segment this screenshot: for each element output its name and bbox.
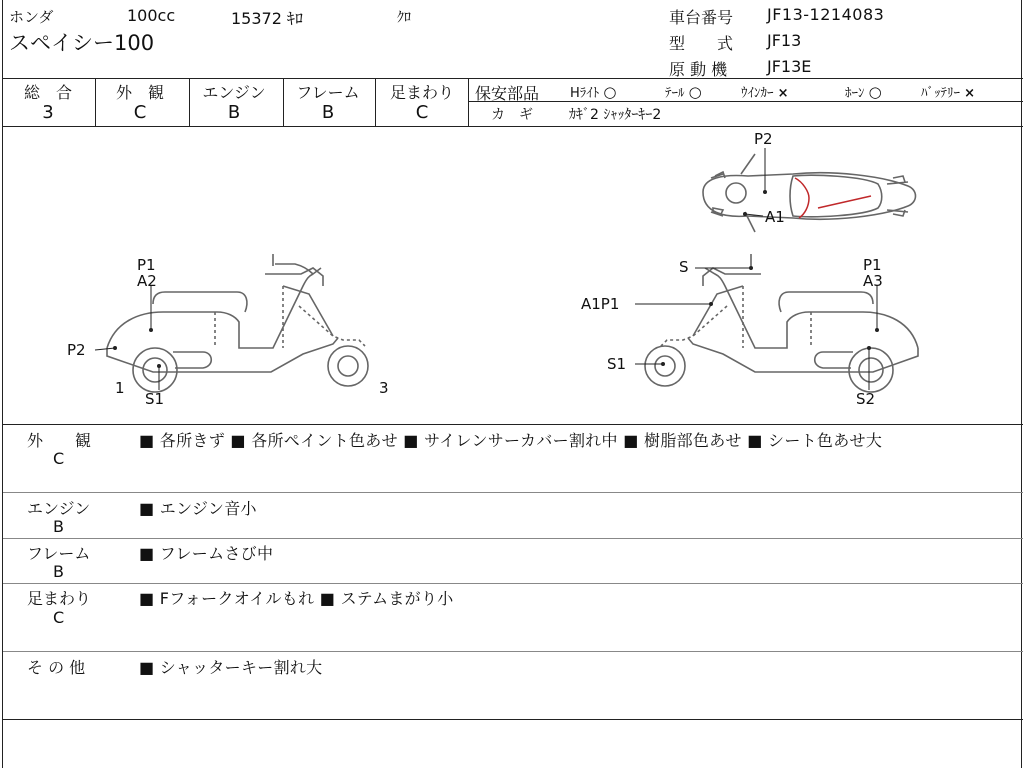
- divider: [3, 492, 1023, 493]
- remark-text: ■ Fフォークオイルもれ ■ ステムまがり小: [139, 589, 454, 608]
- label-top-p2: P2: [754, 130, 773, 148]
- remark-text: ■ 各所きず ■ 各所ペイント色あせ ■ サイレンサーカバー割れ中 ■ 樹脂部色あせ ■ シート色あせ大: [139, 431, 883, 450]
- remark-text: ■ エンジン音小: [139, 499, 257, 518]
- score-header-suspension: 足まわり: [389, 83, 454, 102]
- inspection-sheet: [2, 0, 1022, 768]
- score-header-frame: フレーム: [296, 83, 360, 102]
- remark-category: エンジン: [27, 499, 91, 518]
- remark-grade: C: [53, 449, 65, 468]
- divider: [375, 78, 376, 126]
- maker: ホンダ: [9, 8, 54, 26]
- score-header-exterior: 外 観: [115, 83, 164, 102]
- label-right-a3: A3: [863, 272, 883, 290]
- color: ｸﾛ: [397, 10, 411, 26]
- divider: [3, 719, 1023, 720]
- score-frame: B: [321, 102, 335, 123]
- frame-no-label: 車台番号: [669, 8, 734, 27]
- engine-label: 原 動 機: [669, 60, 728, 79]
- divider: [95, 78, 96, 126]
- leader-lines: [95, 148, 877, 390]
- divider: [3, 78, 1023, 79]
- displacement: 100cc: [127, 6, 176, 25]
- divider: [468, 101, 1023, 102]
- score-header-total: 総 合: [23, 83, 72, 102]
- damage-marks: [795, 178, 871, 218]
- score-header-engine: エンジン: [202, 83, 266, 102]
- remark-category: フレーム: [27, 544, 91, 563]
- type-value: JF13: [767, 31, 802, 50]
- key-value: ｶｷﾞ2 ｼｬｯﾀｰｷｰ2: [569, 107, 662, 123]
- label-right-p1: P1: [863, 256, 882, 274]
- divider: [3, 583, 1023, 584]
- score-total: 3: [42, 102, 54, 123]
- damage-diagram: [3, 126, 1023, 424]
- label-right-s1: S1: [607, 355, 627, 373]
- score-suspension: C: [415, 102, 429, 123]
- remark-grade: B: [53, 517, 64, 536]
- remark-category: 外 観: [27, 431, 92, 450]
- remark-grade: B: [53, 562, 64, 581]
- label-top-a1: A1: [765, 208, 785, 226]
- safety-label: 保安部品: [475, 84, 540, 103]
- label-left-p1: P1: [137, 256, 156, 274]
- type-label: 型 式: [669, 34, 734, 53]
- score-engine: B: [227, 102, 241, 123]
- label-left-s1: S1: [145, 390, 165, 408]
- remark-category: そ の 他: [27, 658, 86, 677]
- label-left-p2: P2: [67, 341, 86, 359]
- divider: [189, 78, 190, 126]
- safety-item-headlight: Hﾗｲﾄ ○: [570, 83, 617, 101]
- remark-category: 足まわり: [27, 589, 92, 608]
- divider: [3, 424, 1023, 425]
- safety-item-tail: ﾃｰﾙ ○: [665, 83, 702, 101]
- model-name: スペイシー100: [9, 31, 155, 55]
- label-right-a1p1: A1P1: [581, 295, 620, 313]
- label-left-3: 3: [379, 379, 389, 397]
- remark-text: ■ シャッターキー割れ大: [139, 658, 323, 677]
- label-right-s2: S2: [856, 390, 876, 408]
- divider: [283, 78, 284, 126]
- label-left-1: 1: [115, 379, 125, 397]
- safety-item-battery: ﾊﾞｯﾃﾘｰ ×: [921, 86, 976, 101]
- mileage: 15372 ｷﾛ: [231, 9, 303, 28]
- remark-grade: C: [53, 608, 65, 627]
- key-label: カ ギ: [491, 107, 533, 123]
- label-right-s: S: [679, 258, 689, 276]
- divider: [468, 78, 469, 126]
- frame-no: JF13-1214083: [767, 5, 885, 24]
- engine-value: JF13E: [767, 57, 812, 76]
- label-left-a2: A2: [137, 272, 157, 290]
- safety-item-horn: ﾎｰﾝ ○: [845, 83, 882, 101]
- divider: [3, 651, 1023, 652]
- safety-item-winker: ｳｲﾝｶｰ ×: [741, 86, 789, 101]
- scooter-top-view: [703, 154, 916, 232]
- divider: [3, 538, 1023, 539]
- score-exterior: C: [133, 102, 147, 123]
- remark-text: ■ フレームさび中: [139, 544, 274, 563]
